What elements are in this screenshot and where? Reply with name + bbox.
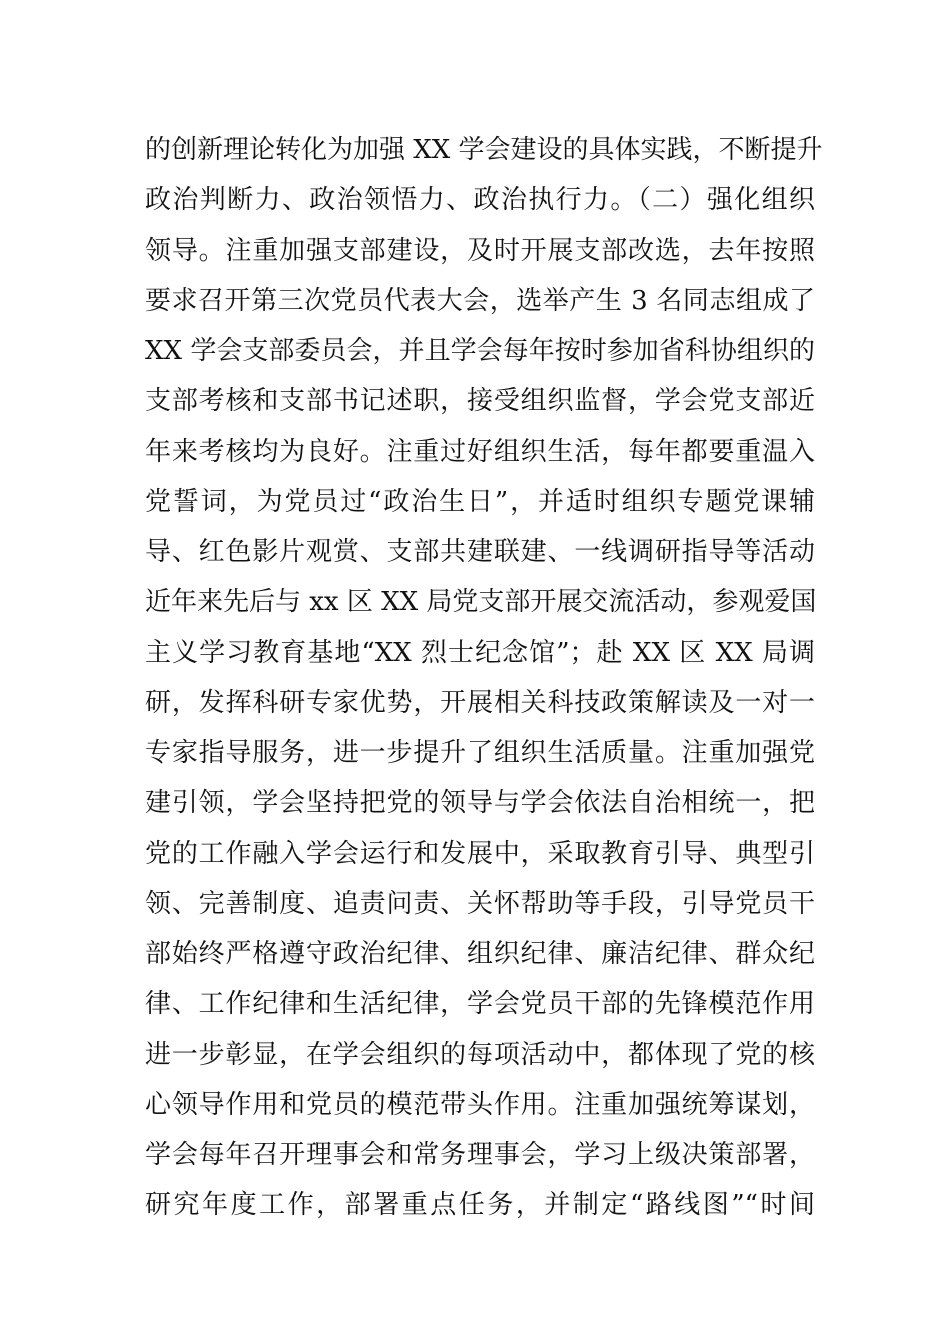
text-line: 部始终严格遵守政治纪律、组织纪律、廉洁纪律、群众纪 (145, 939, 815, 969)
text-line: 心领导作用和党员的模范带头作用。注重加强统筹谋划， (145, 1089, 815, 1120)
text-line: 年来考核均为良好。注重过好组织生活，每年都要重温入 (145, 436, 815, 467)
text-line: 律、工作纪律和生活纪律，学会党员干部的先锋模范作用 (145, 989, 815, 1020)
text-line: 要求召开第三次党员代表大会，选举产生 3 名同志组成了 (145, 285, 815, 316)
text-line: 政治判断力、政治领悟力、政治执行力。（二）强化组织 (145, 185, 815, 216)
text-line: 导、红色影片观赏、支部共建联建、一线调研指导等活动 (145, 537, 815, 567)
text-line: 建引领，学会坚持把党的领导与学会依法自治相统一，把 (145, 788, 815, 819)
text-line: 主义学习教育基地“XX 烈士纪念馆”；赴 XX 区 XX 局调 (145, 637, 815, 668)
text-line: 学会每年召开理事会和常务理事会，学习上级决策部署， (145, 1140, 815, 1170)
text-line: XX 学会支部委员会，并且学会每年按时参加省科协组织的 (145, 336, 815, 366)
body-text (145, 125, 823, 1231)
text-line: 领导。注重加强支部建设，及时开展支部改选，去年按照 (145, 235, 815, 266)
text-line: 专家指导服务，进一步提升了组织生活质量。注重加强党 (145, 738, 815, 768)
text-line: 党的工作融入学会运行和发展中，采取教育引导、典型引 (145, 838, 815, 869)
text-line: 研，发挥科研专家优势，开展相关科技政策解读及一对一 (145, 687, 815, 718)
text-line: 支部考核和支部书记述职，接受组织监督，学会党支部近 (145, 386, 815, 417)
text-line: 的创新理论转化为加强 XX 学会建设的具体实践，不断提升 (145, 135, 823, 165)
text-line: 近年来先后与 xx 区 XX 局党支部开展交流活动，参观爱国 (145, 587, 817, 618)
text-line: 进一步彰显，在学会组织的每项活动中，都体现了党的核 (145, 1039, 815, 1070)
text-line: 领、完善制度、追责问责、关怀帮助等手段，引导党员干 (145, 888, 815, 919)
text-line: 党誓词，为党员过“政治生日”，并适时组织专题党课辅 (145, 486, 815, 517)
text-line: 研究年度工作，部署重点任务，并制定“路线图”“时间 (145, 1190, 815, 1221)
